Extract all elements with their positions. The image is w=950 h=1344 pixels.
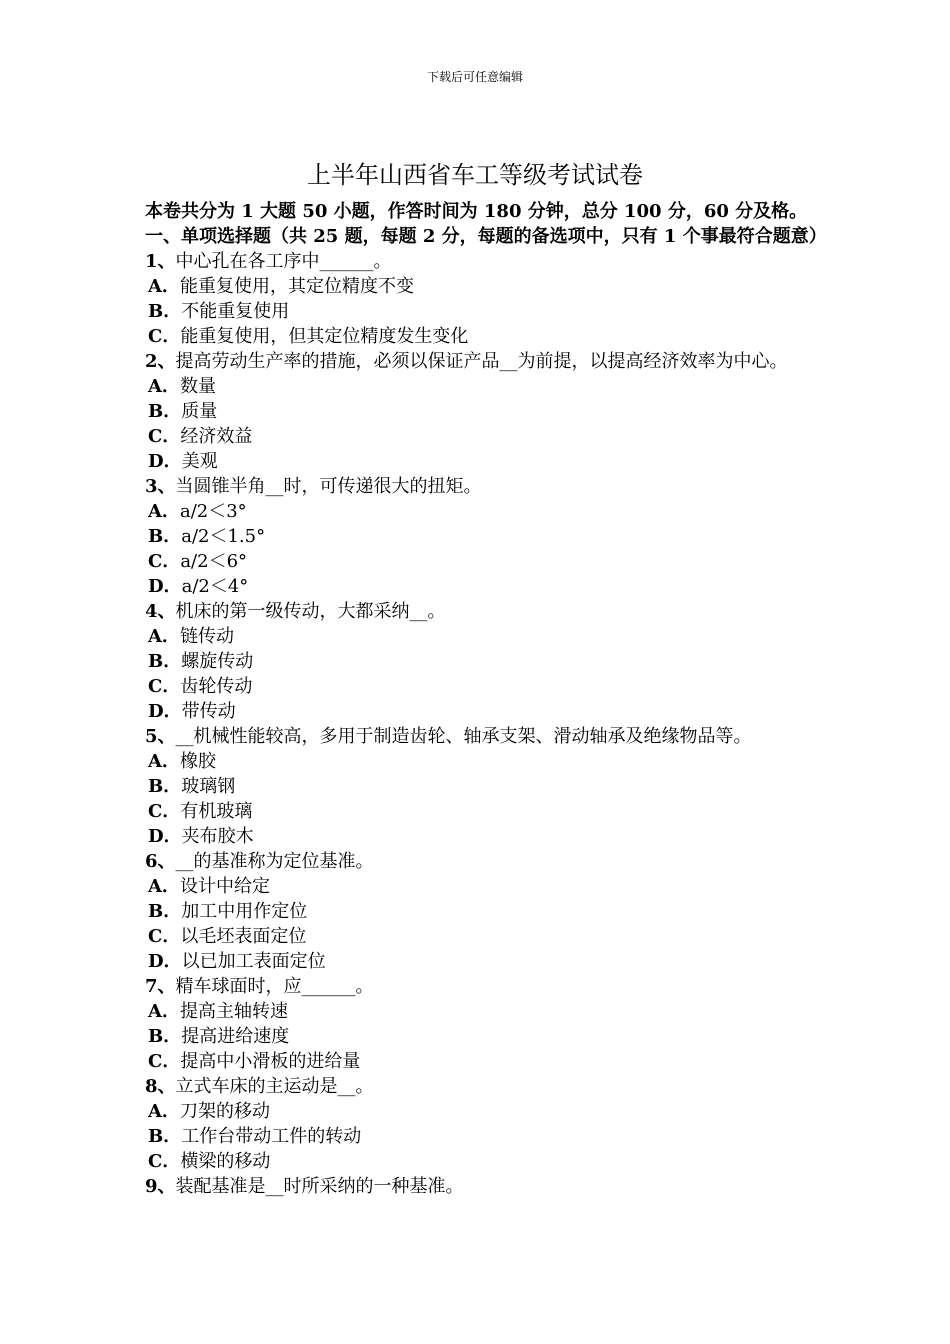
answer-option xyxy=(145,449,825,474)
option-letter: D． xyxy=(148,826,182,847)
answer-option xyxy=(145,699,825,724)
option-text: 数量 xyxy=(179,376,216,397)
page-title: 上半年山西省车工等级考试试卷 xyxy=(307,161,643,189)
option-text: 有机玻璃 xyxy=(180,801,253,822)
option-letter: A． xyxy=(148,376,180,397)
option-letter: D． xyxy=(148,701,182,722)
header-note: 下载后可任意编辑 xyxy=(426,70,523,84)
option-letter: B． xyxy=(148,651,182,672)
option-letter: C． xyxy=(148,676,181,697)
option-letter: B． xyxy=(148,301,182,322)
answer-option xyxy=(145,524,825,549)
question-number: 5、 xyxy=(145,726,176,747)
option-letter: A． xyxy=(148,1001,180,1022)
option-text: a/2＜4° xyxy=(181,576,249,597)
option-letter: B． xyxy=(148,1126,182,1147)
answer-option xyxy=(145,999,825,1024)
option-letter: D． xyxy=(148,451,182,472)
option-letter: D． xyxy=(148,576,182,597)
answer-option xyxy=(145,274,825,299)
answer-option xyxy=(145,324,825,349)
option-text: 横梁的移动 xyxy=(180,1151,271,1172)
answer-option xyxy=(145,924,825,949)
option-letter: A． xyxy=(148,501,180,522)
question-number: 3、 xyxy=(145,476,176,497)
option-letter: D． xyxy=(148,951,182,972)
option-letter: B． xyxy=(148,526,182,547)
answer-option xyxy=(145,824,825,849)
option-text: 能重复使用，但其定位精度发生变化 xyxy=(180,326,469,347)
question-text: __的基准称为定位基准。 xyxy=(175,851,374,872)
option-text: 提高中小滑板的进给量 xyxy=(180,1051,361,1072)
answer-option xyxy=(145,374,825,399)
option-text: 螺旋传动 xyxy=(181,651,254,672)
answer-option xyxy=(145,424,825,449)
question-1 xyxy=(145,249,825,274)
option-text: 美观 xyxy=(181,451,218,472)
option-letter: A． xyxy=(148,751,180,772)
answer-option xyxy=(145,499,825,524)
answer-option xyxy=(145,299,825,324)
answer-option xyxy=(145,574,825,599)
question-4 xyxy=(145,599,825,624)
question-3 xyxy=(145,474,825,499)
option-text: 工作台带动工件的转动 xyxy=(181,1126,362,1147)
option-text: 齿轮传动 xyxy=(180,676,253,697)
answer-option xyxy=(145,549,825,574)
option-text: 带传动 xyxy=(181,701,236,722)
option-text: 提高进给速度 xyxy=(181,1026,290,1047)
option-text: 加工中用作定位 xyxy=(181,901,308,922)
question-number: 4、 xyxy=(145,601,176,622)
answer-option xyxy=(145,874,825,899)
question-6 xyxy=(145,849,825,874)
answer-option xyxy=(145,649,825,674)
option-text: 链传动 xyxy=(179,626,234,647)
option-letter: B． xyxy=(148,401,182,422)
option-text: 以已加工表面定位 xyxy=(181,951,326,972)
option-text: 橡胶 xyxy=(179,751,216,772)
option-letter: B． xyxy=(148,776,182,797)
option-text: a/2＜6° xyxy=(180,551,248,572)
option-text: a/2＜3° xyxy=(179,501,247,522)
question-number: 2、 xyxy=(145,351,176,372)
option-letter: C． xyxy=(148,1051,181,1072)
question-text: 立式车床的主运动是__。 xyxy=(175,1076,374,1097)
option-text: 玻璃钢 xyxy=(181,776,236,797)
question-number: 9、 xyxy=(145,1176,176,1197)
section-heading: 一、单项选择题（共 25 题，每题 2 分，每题的备选项中，只有 1 个事最符合题意） xyxy=(145,226,827,247)
option-text: a/2＜1.5° xyxy=(181,526,266,547)
question-number: 7、 xyxy=(145,976,176,997)
question-text: 装配基准是__时所采纳的一种基准。 xyxy=(175,1176,464,1197)
option-letter: B． xyxy=(148,901,182,922)
question-text: __机械性能较高，多用于制造齿轮、轴承支架、滑动轴承及绝缘物品等。 xyxy=(175,726,752,747)
option-letter: C． xyxy=(148,1151,181,1172)
option-text: 提高主轴转速 xyxy=(179,1001,288,1022)
answer-option xyxy=(145,1024,825,1049)
question-text: 中心孔在各工序中______。 xyxy=(175,251,392,272)
option-text: 夹布胶木 xyxy=(181,826,254,847)
answer-option xyxy=(145,774,825,799)
answer-option xyxy=(145,1149,825,1174)
option-text: 能重复使用，其定位精度不变 xyxy=(179,276,414,297)
option-letter: C． xyxy=(148,326,181,347)
answer-option xyxy=(145,1124,825,1149)
question-7 xyxy=(145,974,825,999)
question-8 xyxy=(145,1074,825,1099)
option-letter: A． xyxy=(148,1101,180,1122)
question-9 xyxy=(145,1174,825,1199)
question-2 xyxy=(145,349,825,374)
question-text: 提高劳动生产率的措施，必须以保证产品__为前提，以提高经济效率为中心。 xyxy=(175,351,788,372)
answer-option xyxy=(145,674,825,699)
option-text: 刀架的移动 xyxy=(179,1101,270,1122)
question-number: 1、 xyxy=(145,251,176,272)
option-letter: C． xyxy=(148,426,181,447)
option-letter: C． xyxy=(148,801,181,822)
answer-option xyxy=(145,899,825,924)
option-letter: C． xyxy=(148,926,181,947)
option-text: 质量 xyxy=(181,401,218,422)
option-letter: C． xyxy=(148,551,181,572)
answer-option xyxy=(145,949,825,974)
option-text: 以毛坯表面定位 xyxy=(180,926,307,947)
answer-option xyxy=(145,799,825,824)
exam-intro: 本卷共分为 1 大题 50 小题，作答时间为 180 分钟，总分 100 分，60 分及格。 xyxy=(145,201,808,222)
option-letter: A． xyxy=(148,626,180,647)
option-text: 不能重复使用 xyxy=(181,301,290,322)
question-number: 8、 xyxy=(145,1076,176,1097)
question-text: 精车球面时，应______。 xyxy=(175,976,374,997)
answer-option xyxy=(145,1099,825,1124)
option-letter: B． xyxy=(148,1026,182,1047)
question-number: 6、 xyxy=(145,851,176,872)
question-text: 机床的第一级传动，大都采纳__。 xyxy=(175,601,446,622)
answer-option xyxy=(145,624,825,649)
question-5 xyxy=(145,724,825,749)
option-letter: A． xyxy=(148,276,180,297)
option-text: 经济效益 xyxy=(180,426,253,447)
answer-option xyxy=(145,399,825,424)
option-text: 设计中给定 xyxy=(179,876,270,897)
question-text: 当圆锥半角__时，可传递很大的扭矩。 xyxy=(175,476,482,497)
answer-option xyxy=(145,1049,825,1074)
exam-content xyxy=(145,199,825,1199)
option-letter: A． xyxy=(148,876,180,897)
answer-option xyxy=(145,749,825,774)
